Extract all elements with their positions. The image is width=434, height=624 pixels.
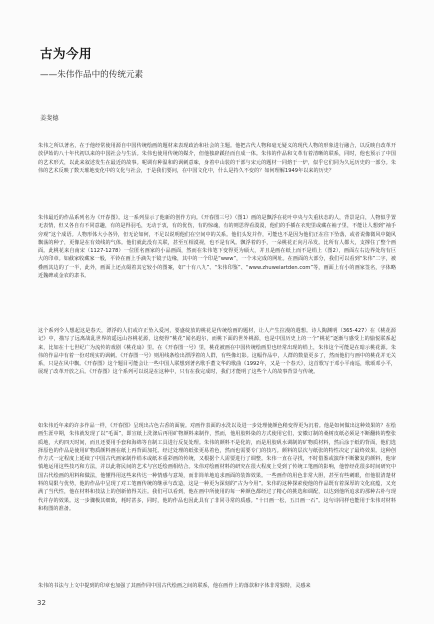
article-subtitle: ——朱伟作品中的传统元素	[40, 70, 144, 80]
article-title: 古为今用	[40, 46, 93, 61]
body-paragraph-3: 这个系列令人想起这是春天，漂浮的人们或许正坠入爱河，要盛绽放的桃花是传统绘画的题材，让人产生拉漫的遐想。诗人陶渊明（365-427）在《桃花源记》中，描写了远离战乱世界的遥远山谷桃花源，这便得“桃花”闻名遐尔，而桃下面的世外桃源，也是中国历史上的一个“桃花”逐渐与感受上的愉悦联系起来，比如在十七世纪广为流传的戏剧《桃花扇》里。在《开春图一号》里，桃花被画在中国传统绘画里也经常出现的绢上，朱伟这个可能是在暗示桃花源。朱伟的作品中有着一份对现实的讽刺。《开春图一号》则用线条绘出漂浮着的人群，有些像幻影。这幅作品中，人群的数量更多了，然而他们与画中的桃花并无关系，只是在风中飘。《开春图》这个题目可能会让一些中国人联想到著名歌手董文华的歌曲《1992年，又是一个春天》，这首歌写于邓小平南巡，歌颂邓小平，展现了改革开放之后。《开春图》这个系列可以说是在这种中，只有在我完成时，我们才能明了这些个人的故事背景与传统。	[38, 328, 396, 376]
body-paragraph-2: 朱伟最近的作品系列名为《开春图》。这一系列显示了他新的创作方向。《开春图三号》（图1）画的是飘浮在花叶中央与失重状态的人，背景是白，人物似乎置无表情，但又各自有不同意趣，有的是得羽毛，无动于衷，有的优伤，有的惊魂，有的则思得看漠漠，他们的手插在衣兜里或藏在袖子里，不能让人想到“袖手旁观”这个成语。人物形体大小各异，但无论如何，不足以说明他们在空间中的关系。他们头发并作，可能也不是因为他们正在往下坠落，或者说像微风中随风飘荡的种子，更像是在有效线的气体。他们就此没有关联，甚至互相漠视，也不是有风。飘浮着的手，一朵桃花正向月吊发。比所有人都大，支撑住了整个画面。此桃花来自南宋（1127-1278）一位匿名画家的小品画面，然而在朱伟笔下变得更为硕大，并且是画在纸上而不是绢上（图2），画面左右边界处均有巨大的印章。如截家收藏家一般，平铃在画上手滴失于镜子边缘，其中的一个印是“www”，一个未完成的网址。在画面的大部分，我们可以看到“朱伟”二字，被叠画其边的了一半，此外，画面上还点缀着其它较小的图案，如“十有八九”、“朱伟印鉴”、“www.zhuweiartden.com”等，画面上有小的画家签名，字体略近魏碑或金农的隶书。	[38, 215, 396, 280]
author-name: 姜斐德	[40, 115, 59, 122]
body-paragraph-4: 如朱伟近年来的许多作品一样，《开春图》呈现出古色古香的面貌。对画作表面的水洗以及进一步处理使颜色稍变得更为沉着。他是如何做出这种效果的？在绘画生涯中期，朱伟就发现了以“毛面”，即宣纸上洗涤后再用矿物颜料来制作，然而，他用胶料染的方式使用它们，安徽订制的桑树皮纸必须是不断翻转的整张质地，大约四天时间，而且还要用手套和海绵等自制工具进行反复处理。朱伟的颜料不是化的，而是用胶矾水调制的矿物质材料，然后涂于纸的背面，他们选择原色的作品是使用矿物质颜料画在纸上再背面加托。经过处理的纸张更易着色，然而也需要专门的技巧。颜料的层次与纸张的特性决定了最终效果。这种创作方式一定程度上延续了中国古代画家制作绢本或纸本重彩画的传统，又根据个人需要进行了调整。朱伟一直在寻找，不时借鉴或演绎不断繁复的颜料，他审慎地运用这些技巧和方法，并以此将民间的艺术与宫廷绘画相结合。朱伟对绘画材料的研究在很大程度上受到了传统工笔画的影响，他曾经花很多时间研究中国古代绘画的用料和做法，他懂得用这些来传达一种情感与意境，而非简单地追求画面的装饰效果。一些画作的用色非常大胆，甚至有些刺眼，但他很清楚材料的局限与优势，他的作品中呈现了对工笔画传统的继承与改造，这是一种更为深刻的“古为今用”。朱伟的这种探索使他的作品既有着深厚的文化底蕴，又充满了当代性，他在材料和技法上的创新值得关注。我们可以看到，他在画中所使用的每一种颜色都经过了精心的挑选和调配，以达到他所追求的那种古朴与现代并存的效果。这一步骤极其细致，耗时甚多，同时，他的作品也因此具有了非同寻常的质感。“十日画一松，五日画一石”。这句诗同样也能用于朱伟对材料和构图的准备。	[38, 423, 396, 512]
body-paragraph-5: 朱伟的书法与上文中提到的印章也加强了其画作同中国古代绘画之间的联系，他在画作上的落款和字体非常独特，灵感来	[38, 583, 311, 589]
page-number: 32	[37, 599, 46, 607]
body-paragraph-1: 朱伟之所以著名，在于他经常使用源自中国传统绘画的题材来表现政治和社会的主题。他把古代人物和毫无疑义的现代人物的形象进行融合，以反映自改革开放伊始的八十年代初以来的中国社会与生活。朱伟也使用传统的媒介，但他独辟蹊径而自成一体。朱伟的作品和文革有着清晰的联系，同时，他也预示了中国的艺术形式，以此来叙述发生在最近的故事。呢调有种温和的讽刺意味，身着中山装的干部与宋元的题材一同熔于一炉，似乎它们同为久远历史的一部分。朱伟的艺术反映了数天璀地变化中的文化与社会，于是我们要问，在中国文化中，什么是持久不变的？如何理解1949年以来的历史？	[38, 143, 396, 174]
